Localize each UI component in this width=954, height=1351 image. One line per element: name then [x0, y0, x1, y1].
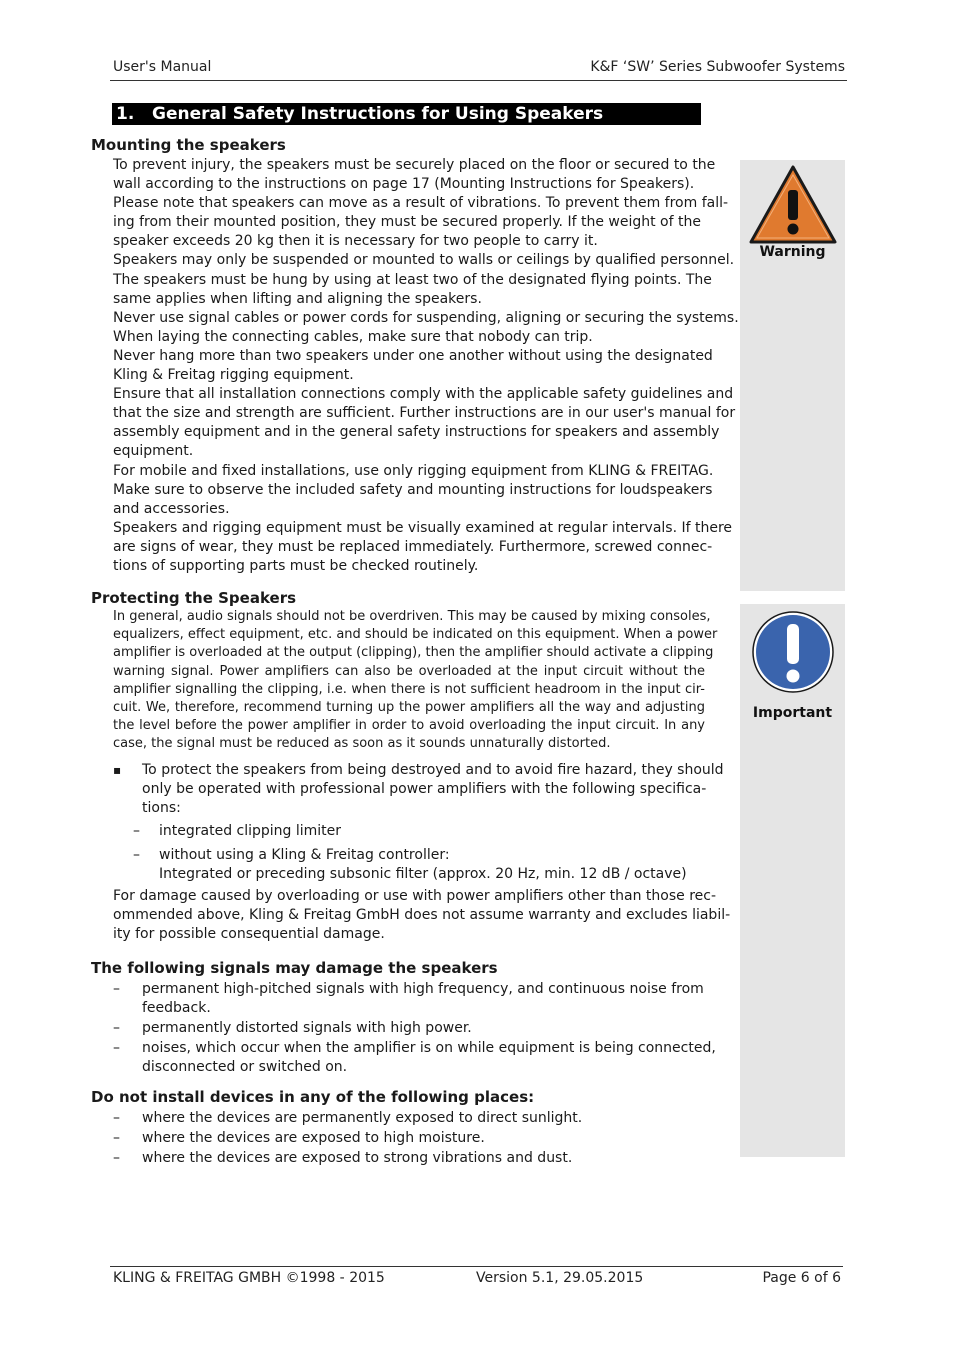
text-line: same applies when lifting and aligning the speakers. — [113, 290, 482, 307]
text-line: that the size and strength are sufficient. Further instructions are in our user's manual for — [113, 405, 736, 422]
text-line: and accessories. — [113, 500, 230, 517]
text-line: assembly equipment and in the general safety instructions for speakers and assembly — [113, 424, 720, 441]
text-line: ity for possible consequential damage. — [113, 926, 385, 943]
text-line: equalizers, effect equipment, etc. and should be indicated on this equipment. When a power — [113, 627, 718, 643]
text-line: For damage caused by overloading or use with power amplifiers other than those rec- — [113, 888, 717, 904]
text-line: Please note that speakers can move as a result of vibrations. To prevent them from fall- — [113, 195, 729, 212]
dash-marker: – — [113, 1040, 120, 1057]
sub-item-clipping-limiter: integrated clipping limiter — [159, 823, 342, 839]
exclamation-circle-icon — [751, 610, 835, 694]
text-line: The speakers must be hung by using at least two of the designated flying points. The — [113, 271, 712, 288]
text-line: only be operated with professional power amplifiers with the following specifica- — [142, 781, 707, 798]
dash-marker: – — [113, 981, 120, 997]
list-item — [142, 1019, 707, 1038]
text-line: tions: — [142, 800, 181, 817]
dash-marker: – — [113, 1150, 120, 1167]
text-line: For mobile and fixed installations, use only rigging equipment from KLING & FREITAG. — [113, 462, 714, 479]
text-line: wall according to the instructions on page 17 (Mounting Instructions for Speakers). — [113, 176, 695, 193]
text-line: When laying the connecting cables, make sure that nobody can trip. — [113, 328, 593, 345]
signals-heading: The following signals may damage the speakers — [91, 959, 498, 977]
text-line: Integrated or preceding subsonic filter (approx. 20 Hz, min. 12 dB / octave) — [159, 866, 687, 883]
list-item — [142, 980, 707, 1018]
text-line: Kling & Freitag rigging equipment. — [113, 367, 354, 384]
dash-marker: – — [133, 847, 140, 863]
mounting-body — [113, 156, 739, 576]
header-right: K&F ‘SW’ Series Subwoofer Systems — [590, 59, 845, 75]
text-line: equipment. — [113, 443, 194, 460]
warning-label: Warning — [759, 244, 826, 260]
text-line: where the devices are permanently exposed to direct sunlight. — [142, 1110, 583, 1126]
text-line: Ensure that all installation connections comply with the applicable safety guidelines and — [113, 386, 734, 403]
footer-left: KLING & FREITAG GMBH ©1998 - 2015 — [113, 1270, 385, 1286]
mounting-heading: Mounting the speakers — [91, 136, 286, 154]
text-line: permanent high-pitched signals with high frequency, and continuous noise from — [142, 981, 704, 997]
protecting-closing — [113, 887, 731, 944]
text-line: amplifier signalling the clipping, i.e. when there is not sufficient headroom in the input cir- — [113, 681, 705, 697]
list-item — [142, 1109, 707, 1128]
text-line: speaker exceeds 20 kg then it is necessary for two people to carry it. — [113, 233, 598, 250]
text-line: Never use signal cables or power cords for suspending, aligning or securing the systems. — [113, 309, 739, 326]
text-line: where the devices are exposed to high moisture. — [142, 1130, 485, 1147]
footer-right: Page 6 of 6 — [762, 1270, 841, 1286]
list-item — [142, 1039, 716, 1077]
footer-rule — [110, 1266, 843, 1267]
dash-marker: – — [113, 1020, 120, 1037]
text-line: disconnected or switched on. — [142, 1059, 348, 1076]
footer-center: Version 5.1, 29.05.2015 — [476, 1270, 644, 1286]
text-line: ing from their mounted position, they must be secured properly. If the weight of the — [113, 214, 701, 231]
bullet-marker: ▪ — [113, 763, 122, 777]
protecting-body — [113, 608, 718, 754]
dash-marker: – — [133, 823, 140, 839]
text-line: amplifier is overloaded at the output (clipping), then the amplifier should activate a clipping — [113, 645, 714, 661]
text-line: Speakers and rigging equipment must be visually examined at regular intervals. If there — [113, 519, 733, 536]
text-line: noises, which occur when the amplifier is on while equipment is being connected, — [142, 1040, 716, 1057]
dash-marker: – — [113, 1110, 120, 1126]
protecting-heading: Protecting the Speakers — [91, 589, 297, 607]
text-line: are signs of wear, they must be replaced immediately. Furthermore, screwed connec- — [113, 538, 713, 555]
text-line: permanently distorted signals with high power. — [142, 1020, 472, 1037]
warning-panel — [740, 160, 845, 591]
sub-item-subsonic-filter — [159, 846, 699, 884]
text-line: To prevent injury, the speakers must be securely placed on the floor or secured to the — [113, 157, 716, 173]
bullet-item — [142, 761, 724, 818]
text-line: where the devices are exposed to strong vibrations and dust. — [142, 1150, 573, 1167]
text-line: feedback. — [142, 1000, 211, 1017]
text-line: Never hang more than two speakers under one another without using the designated — [113, 347, 713, 364]
text-line: without using a Kling & Freitag controller: — [159, 847, 450, 863]
section-title: 1. General Safety Instructions for Using Speakers — [112, 103, 701, 125]
important-panel — [740, 604, 845, 1157]
header-left: User's Manual — [113, 59, 212, 75]
text-line: Speakers may only be suspended or mounted to walls or ceilings by qualified personnel. — [113, 252, 735, 269]
list-item — [142, 1129, 707, 1148]
text-line: cuit. We, therefore, recommend turning up the power amplifiers all the way and adjusting — [113, 700, 705, 716]
text-line: To protect the speakers from being destroyed and to avoid fire hazard, they should — [142, 762, 724, 778]
warning-triangle-icon — [747, 164, 839, 246]
text-line: warning signal. Power amplifiers can also be overloaded at the input circuit without the — [113, 663, 705, 679]
text-line: In general, audio signals should not be overdriven. This may be caused by mixing consoles, — [113, 609, 711, 624]
text-line: case, the signal must be reduced as soon as it sounds unnaturally distorted. — [113, 736, 611, 752]
header-rule — [110, 80, 847, 81]
text-line: ommended above, Kling & Freitag GmbH does not assume warranty and excludes liabil- — [113, 907, 731, 924]
important-label: Important — [752, 705, 833, 721]
places-heading: Do not install devices in any of the following places: — [91, 1088, 535, 1106]
text-line: tions of supporting parts must be checked routinely. — [113, 557, 479, 574]
dash-marker: – — [113, 1130, 120, 1147]
text-line: the level before the power amplifier in order to avoid overloading the input circuit. In any — [113, 718, 705, 734]
list-item — [142, 1149, 707, 1168]
text-line: Make sure to observe the included safety and mounting instructions for loudspeakers — [113, 481, 713, 498]
